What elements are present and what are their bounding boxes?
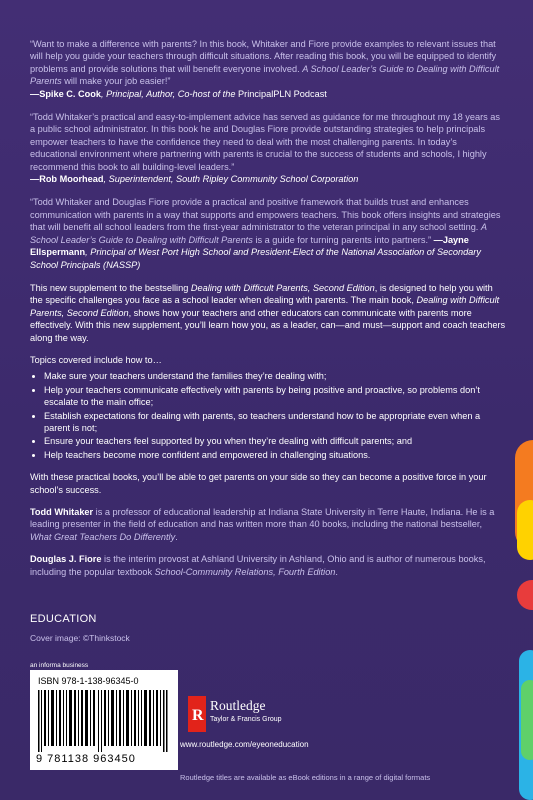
desc-text: , shows how your teachers and other educators can communicate with parents more effectively. With this new supplement, you’ll learn how you, as a leader, can—and must—support and coach teachers along the way. bbox=[30, 307, 506, 343]
endorsement-quote-1 bbox=[30, 38, 506, 100]
topic-item: • Establish expectations for dealing with parents, so teachers understand how to be appropriate even when a parent is not; bbox=[44, 410, 506, 435]
description-paragraph bbox=[30, 282, 506, 344]
attribution-name: —Rob Moorhead bbox=[30, 174, 104, 185]
desc-book-title: Dealing with Difficult Parents, Second Edition bbox=[30, 295, 500, 318]
topic-item: • Make sure your teachers understand the families they’re dealing with; bbox=[44, 370, 506, 382]
bio-text: is the interim provost at Ashland University in Ashland, Ohio and is author of numerous books, including the popular textbook bbox=[30, 554, 486, 577]
quote-book-title: A School Leader’s Guide to Dealing with Difficult Parents bbox=[30, 222, 487, 245]
topic-item: • Help teachers become more confident and empowered in challenging situations. bbox=[44, 449, 506, 461]
attribution-role: , Principal of West Port High School and President-Elect of the National Association of Secondary School Principals (NASSP) bbox=[30, 247, 481, 270]
svg-text:R: R bbox=[192, 707, 204, 724]
back-cover-content bbox=[30, 38, 506, 588]
bio-end: . bbox=[335, 566, 338, 577]
quote-text-end: is a guide for turning parents into partners.” bbox=[252, 234, 434, 245]
isbn-label: ISBN 978-1-138-96345-0 bbox=[38, 676, 139, 686]
endorsement-quote-3 bbox=[30, 196, 506, 270]
attribution-role: , Superintendent, South Ripley Community School Corporation bbox=[103, 174, 359, 185]
topic-item: • Ensure your teachers feel supported by you when they’re dealing with difficult parents; and bbox=[44, 435, 506, 447]
quote-book-title: A School Leader’s Guide to Dealing with Difficult Parents bbox=[30, 63, 500, 87]
quote-text: “Todd Whitaker’s practical and easy-to-implement advice has served as guidance for me throughout my 18 years as a public school administrator. In this book he and Douglas Fiore provide outstanding strategies to help principals empower teachers to have the confidence they need to deal with the most challenging parents. In today’s educational environment where partnering with parents is crucial to the success of students and schools, I highly recommend this book to all building-level leaders.” bbox=[30, 112, 500, 172]
cover-credit: Cover image: ©Thinkstock bbox=[30, 633, 130, 643]
desc-text: , is designed to help you with the specific challenges you face as a school leader when dealing with parents. The main book, bbox=[30, 282, 493, 306]
desc-text: This new supplement to the bestselling bbox=[30, 282, 191, 293]
informa-label: an informa business bbox=[30, 662, 89, 669]
quote-text: “Todd Whitaker and Douglas Fiore provide a practical and positive framework that builds trust and enhances communication with parents in a way that supports and empowers teachers. This book offers insights and strategies that will benefit all school leaders from the first-year administrator to the veteran principal in any school setting. bbox=[30, 197, 501, 233]
author-bio-whitaker bbox=[30, 506, 506, 543]
author-bio-fiore bbox=[30, 553, 506, 578]
author-name: Douglas J. Fiore bbox=[30, 554, 102, 565]
attribution-role: , Principal, Author, Co-host of the bbox=[100, 88, 238, 99]
quote-attribution bbox=[30, 89, 327, 99]
barcode-number: 9 781138 963450 bbox=[36, 753, 136, 765]
attribution-name: —Spike C. Cook bbox=[30, 88, 101, 99]
desc-book-title: Dealing with Difficult Parents, Second Edition bbox=[190, 282, 375, 293]
attribution-extra: PrincipalPLN Podcast bbox=[238, 88, 327, 99]
ebook-note: Routledge titles are available as eBook editions in a range of digital formats bbox=[180, 773, 431, 782]
barcode-icon bbox=[38, 690, 168, 752]
topic-item: • Help your teachers communicate effectively with parents by being positive and proactive, so problems don’t escalate to the main office; bbox=[44, 384, 506, 409]
topics-list bbox=[30, 370, 506, 461]
quote-text-end: will make your job easier!” bbox=[61, 76, 171, 87]
attribution-name: —Jayne Ellspermann bbox=[30, 234, 469, 258]
bio-text: is a professor of educational leadership at Indiana State University in Terre Haute, Indiana. He is a leading presenter in the field of education and has written more than 40 books, including the national bestseller, bbox=[30, 507, 495, 530]
routledge-logo-icon bbox=[188, 696, 206, 732]
publisher-group: Taylor & Francis Group bbox=[210, 716, 282, 723]
endorsement-quote-2 bbox=[30, 111, 506, 185]
bio-book-title: What Great Teachers Do Differently bbox=[30, 531, 176, 542]
closing-paragraph: With these practical books, you’ll be able to get parents on your side so they can become a positive force in your school’s success. bbox=[30, 472, 487, 495]
quote-attribution bbox=[30, 174, 358, 184]
bio-end: . bbox=[175, 531, 178, 542]
quote-text: “Want to make a difference with parents? In this book, Whitaker and Fiore provide examples to relevant issues that will help you guide your teachers through difficult situations. After reading this book, you will be equipped to identify problems and provide solutions that will benefit everyone involved. bbox=[30, 39, 497, 74]
author-name: Todd Whitaker bbox=[30, 507, 94, 517]
publisher-url[interactable]: www.routledge.com/eyeoneducation bbox=[180, 740, 309, 749]
category-label: EDUCATION bbox=[30, 613, 97, 625]
publisher-block bbox=[180, 696, 488, 756]
bio-book-title: School-Community Relations, Fourth Edition bbox=[154, 566, 336, 577]
topics-label: Topics covered include how to… bbox=[30, 354, 162, 365]
publisher-name: Routledge bbox=[210, 698, 266, 713]
barcode-box bbox=[30, 670, 178, 770]
